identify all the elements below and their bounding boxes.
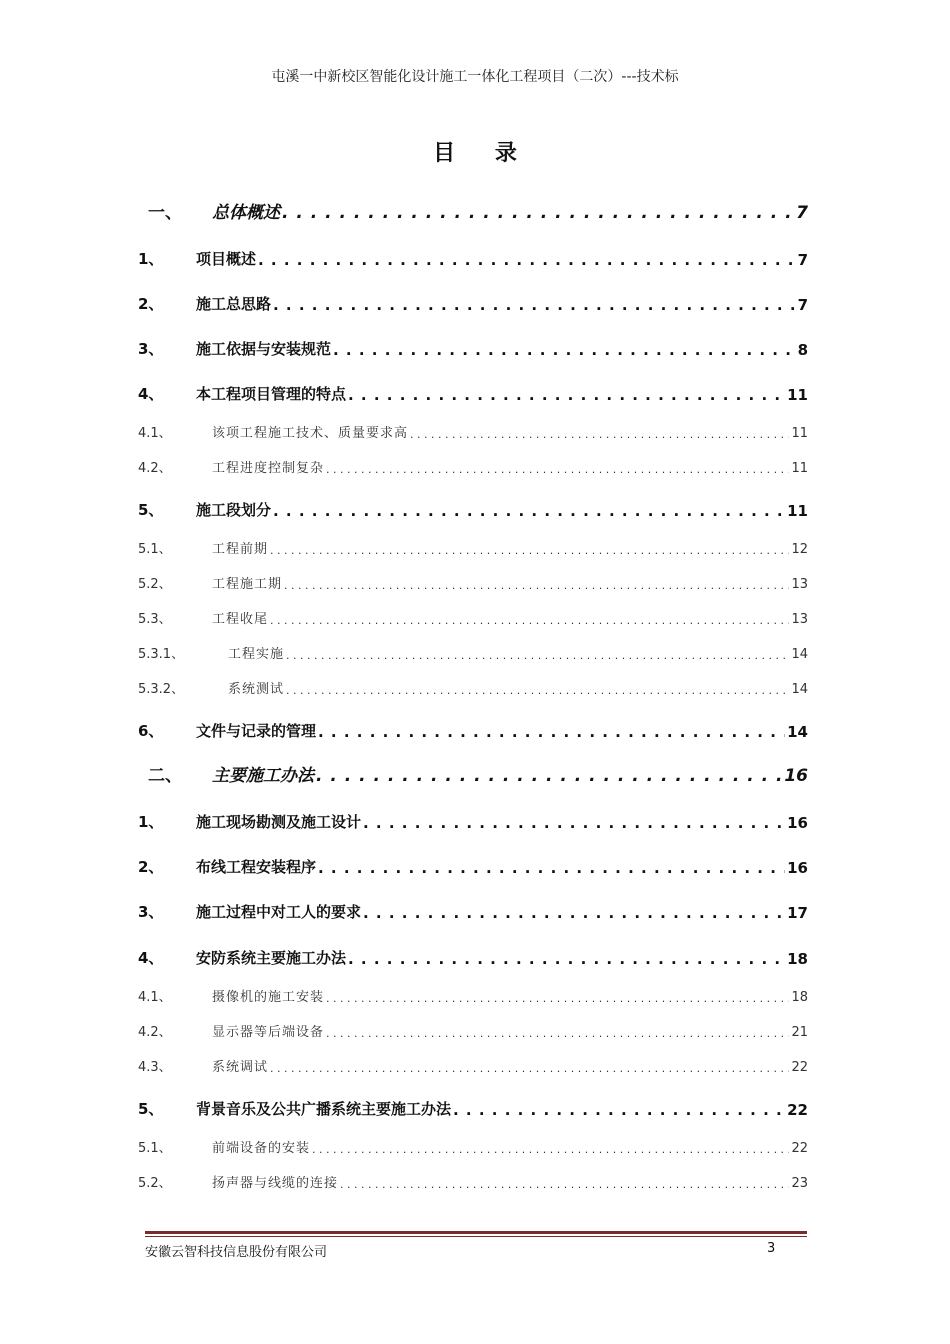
toc-entry-number: 3、 — [138, 340, 164, 358]
toc-entry-title: 工程实施 — [228, 647, 285, 662]
toc-entry[interactable] — [138, 199, 808, 223]
toc-entry-title: 项目概述 — [196, 250, 257, 268]
toc-entry[interactable] — [138, 533, 808, 557]
footer-page-number: 3 — [767, 1241, 776, 1256]
toc-entry[interactable] — [138, 1016, 808, 1040]
toc-entry-page: 11 — [787, 502, 808, 520]
toc-entry-number: 4.1、 — [138, 990, 172, 1005]
toc-entry-number: 5.3.2、 — [138, 682, 185, 697]
toc-entry-page: 13 — [791, 612, 808, 627]
toc-entry-title: 系统测试 — [228, 682, 285, 697]
toc-leader-dots — [333, 341, 796, 359]
toc-entry[interactable] — [138, 981, 808, 1005]
toc-entry-title: 布线工程安装程序 — [196, 858, 317, 876]
toc-entry-title: 主要施工办法 — [212, 766, 314, 786]
toc-leader-dots — [453, 1101, 785, 1119]
toc-entry-title: 本工程项目管理的特点 — [196, 385, 347, 403]
toc-entry[interactable] — [138, 1132, 808, 1156]
footer-company: 安徽云智科技信息股份有限公司 — [145, 1245, 328, 1260]
toc-entry-number: 5.3、 — [138, 612, 172, 627]
toc-entry-title: 该项工程施工技术、质量要求高 — [212, 426, 409, 441]
toc-entry-number: 5.2、 — [138, 577, 172, 592]
toc-entry-page: 14 — [791, 682, 808, 697]
toc-entry[interactable] — [138, 245, 808, 269]
toc-entry-number: 4.2、 — [138, 461, 172, 476]
toc-entry[interactable] — [138, 568, 808, 592]
toc-entry-number: 1、 — [138, 250, 164, 268]
toc-entry-number: 2、 — [138, 295, 164, 313]
toc-entry-page: 18 — [791, 990, 808, 1005]
toc-entry-title: 工程进度控制复杂 — [212, 461, 325, 476]
toc-leader-dots — [258, 251, 796, 269]
toc-leader-dots — [318, 859, 785, 877]
toc-entry-title: 系统调试 — [212, 1060, 269, 1075]
toc-leader-dots — [348, 386, 785, 404]
toc-leader-dots — [326, 458, 789, 476]
toc-entry[interactable] — [138, 673, 808, 697]
toc-leader-dots — [270, 1057, 789, 1075]
toc-entry-number: 6、 — [138, 722, 164, 740]
toc-leader-dots — [316, 768, 782, 786]
toc-entry-number: 一、 — [148, 203, 182, 223]
toc-entry-page: 22 — [791, 1060, 808, 1075]
toc-entry-number: 5、 — [138, 1100, 164, 1118]
toc-entry-number: 4.3、 — [138, 1060, 172, 1075]
toc-entry-number: 4、 — [138, 385, 164, 403]
toc-entry-title: 文件与记录的管理 — [196, 722, 317, 740]
toc-entry[interactable] — [138, 638, 808, 662]
toc-entry-page: 16 — [787, 859, 808, 877]
toc-entry-title: 背景音乐及公共广播系统主要施工办法 — [196, 1100, 452, 1118]
toc-leader-dots — [340, 1173, 789, 1191]
toc-entry-number: 5.1、 — [138, 1141, 172, 1156]
footer-divider-thin — [145, 1236, 807, 1237]
toc-entry-title: 工程施工期 — [212, 577, 283, 592]
toc-entry-title: 工程收尾 — [212, 612, 269, 627]
toc-leader-dots — [284, 574, 789, 592]
toc-leader-dots — [273, 502, 785, 520]
toc-leader-dots — [286, 644, 789, 662]
toc-entry[interactable] — [138, 1051, 808, 1075]
toc-leader-dots — [312, 1138, 789, 1156]
toc-leader-dots — [273, 296, 796, 314]
toc-entry-page: 7 — [796, 203, 808, 223]
toc-entry-page: 16 — [787, 814, 808, 832]
toc-entry-page: 22 — [791, 1141, 808, 1156]
toc-entry-title: 显示器等后端设备 — [212, 1025, 325, 1040]
toc-entry-page: 14 — [787, 723, 808, 741]
toc-entry-title: 施工段划分 — [196, 501, 272, 519]
toc-entry-page: 12 — [791, 542, 808, 557]
toc-entry[interactable] — [138, 853, 808, 877]
toc-leader-dots — [326, 987, 789, 1005]
page-title: 目 录 — [433, 141, 533, 166]
toc-entry-page: 11 — [787, 386, 808, 404]
toc-entry-number: 二、 — [148, 766, 182, 786]
toc-leader-dots — [348, 950, 785, 968]
page-header: 屯溪一中新校区智能化设计施工一体化工程项目（二次）---技术标 — [271, 69, 679, 85]
toc-entry-number: 5、 — [138, 501, 164, 519]
toc-entry-title: 摄像机的施工安装 — [212, 990, 325, 1005]
toc-entry-number: 2、 — [138, 858, 164, 876]
toc-entry[interactable] — [138, 452, 808, 476]
toc-leader-dots — [270, 539, 789, 557]
toc-entry[interactable] — [138, 380, 808, 404]
toc-entry-title: 前端设备的安装 — [212, 1141, 311, 1156]
toc-leader-dots — [363, 904, 785, 922]
toc-entry-page: 7 — [797, 251, 808, 269]
toc-entry-title: 施工总思路 — [196, 295, 272, 313]
toc-leader-dots — [363, 814, 785, 832]
toc-leader-dots — [282, 205, 794, 223]
toc-entry-title: 扬声器与线缆的连接 — [212, 1176, 339, 1191]
toc-entry-page: 11 — [791, 461, 808, 476]
toc-entry-title: 施工过程中对工人的要求 — [196, 903, 362, 921]
toc-leader-dots — [410, 423, 789, 441]
toc-entry-number: 4.1、 — [138, 426, 172, 441]
toc-entry[interactable] — [138, 335, 808, 359]
toc-entry-number: 5.3.1、 — [138, 647, 185, 662]
toc-entry[interactable] — [138, 290, 808, 314]
toc-entry-page: 23 — [791, 1176, 808, 1191]
toc-entry-number: 1、 — [138, 813, 164, 831]
toc-entry[interactable] — [138, 762, 808, 786]
footer-divider — [145, 1231, 807, 1234]
toc-entry-page: 14 — [791, 647, 808, 662]
toc-entry[interactable] — [138, 417, 808, 441]
toc-entry-title: 施工依据与安装规范 — [196, 340, 332, 358]
toc-entry[interactable] — [138, 1167, 808, 1191]
toc-entry-page: 17 — [787, 904, 808, 922]
toc-entry[interactable] — [138, 717, 808, 741]
toc-entry-title: 安防系统主要施工办法 — [196, 949, 347, 967]
toc-entry-number: 5.2、 — [138, 1176, 172, 1191]
toc-entry-number: 4、 — [138, 949, 164, 967]
toc-entry-page: 8 — [797, 341, 808, 359]
toc-leader-dots — [286, 679, 789, 697]
toc-entry-page: 18 — [787, 950, 808, 968]
toc-entry[interactable] — [138, 496, 808, 520]
toc-entry-title: 工程前期 — [212, 542, 269, 557]
toc-entry-page: 21 — [791, 1025, 808, 1040]
toc-entry-title: 施工现场勘测及施工设计 — [196, 813, 362, 831]
toc-entry[interactable] — [138, 808, 808, 832]
toc-entry-number: 3、 — [138, 903, 164, 921]
toc-entry-page: 7 — [797, 296, 808, 314]
toc-entry-title: 总体概述 — [212, 203, 280, 223]
toc-entry[interactable] — [138, 898, 808, 922]
toc-entry-page: 22 — [787, 1101, 808, 1119]
toc-entry-number: 4.2、 — [138, 1025, 172, 1040]
toc-entry[interactable] — [138, 944, 808, 968]
toc-leader-dots — [270, 609, 789, 627]
toc-entry-page: 11 — [791, 426, 808, 441]
toc-entry[interactable] — [138, 1095, 808, 1119]
toc-entry-page: 16 — [784, 766, 808, 786]
toc-entry-number: 5.1、 — [138, 542, 172, 557]
toc-leader-dots — [326, 1022, 789, 1040]
toc-leader-dots — [318, 723, 785, 741]
toc-entry-page: 13 — [791, 577, 808, 592]
toc-entry[interactable] — [138, 603, 808, 627]
